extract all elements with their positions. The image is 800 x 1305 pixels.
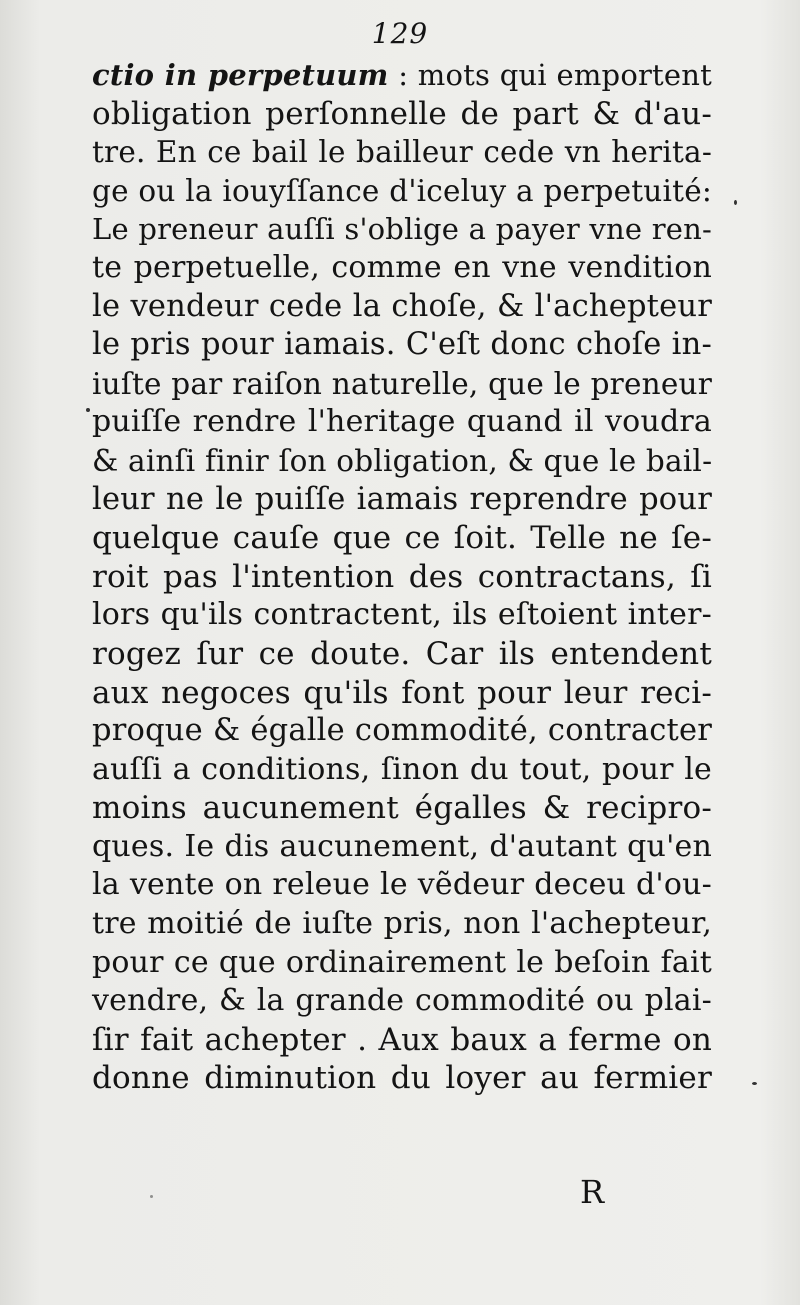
text-line: aux negoces qu'ils font pour leur reci- [92,674,712,711]
text-line: & ainſi finir ſon obligation, & que le bail- [92,443,713,478]
text-line: moins aucunement égalles & recipro- [92,790,712,827]
text-line: le pris pour iamais. C'eſt donc choſe in- [92,327,712,363]
text-line: rogez ſur ce doute. Car ils entendent [92,635,712,672]
latin-phrase: ctio in perpetuum [92,58,389,92]
ink-speck [86,408,90,412]
text-line: puiſſe rendre l'heritage quand il voudra [92,404,712,440]
text-line: vendre, & la grande commodité ou plai- [92,983,712,1019]
body-text [92,56,712,1098]
text-line: ge ou la iouyſſance d'iceluy a perpetuité: [92,173,712,208]
text-line: donne diminution du loyer au fermier [92,1060,712,1097]
text-line: la vente on releue le vẽdeur deceu d'ou- [92,867,712,903]
text-line: lors qu'ils contractent, ils eſtoient inter- [92,597,712,633]
page-number: 129 [371,17,429,50]
text-line: ques. Ie dis aucunement, d'autant qu'en [92,828,712,864]
text-line: ſir fait achepter . Aux baux a ferme on [92,1021,712,1058]
text-line: leur ne le puiſſe iamais reprendre pour [92,481,712,517]
ink-speck [734,200,737,205]
ink-speck [752,1082,757,1085]
text-line: pour ce que ordinairement le beſoin fait [92,944,712,980]
text-line: Le preneur auſſi s'oblige a payer vne ren- [92,212,712,247]
text-line: quelque cauſe que ce ſoit. Telle ne ſe- [92,520,712,557]
text-line: le vendeur cede la choſe, & l'achepteur [92,288,712,324]
text-line: te perpetuelle, comme en vne vendition [92,249,712,285]
text-line: proque & égalle commodité, contracter [92,713,712,749]
text-line: obligation perſonnelle de part & d'au- [92,95,712,132]
text-line: tre. En ce bail le bailleur cede vn herita- [92,135,712,170]
text-line: iuſte par raiſon naturelle, que le preneur [92,366,712,401]
text-line: ctio in perpetuum : mots qui emportent [92,58,712,92]
text-line: tre moitié de iuſte pris, non l'achepteur, [92,906,712,942]
ink-speck [150,1195,153,1198]
signature-mark: R [580,1173,605,1211]
text-line: auſſi a conditions, ſinon du tout, pour le [92,751,712,787]
text-line: roit pas l'intention des contractans, ſi [92,558,712,595]
